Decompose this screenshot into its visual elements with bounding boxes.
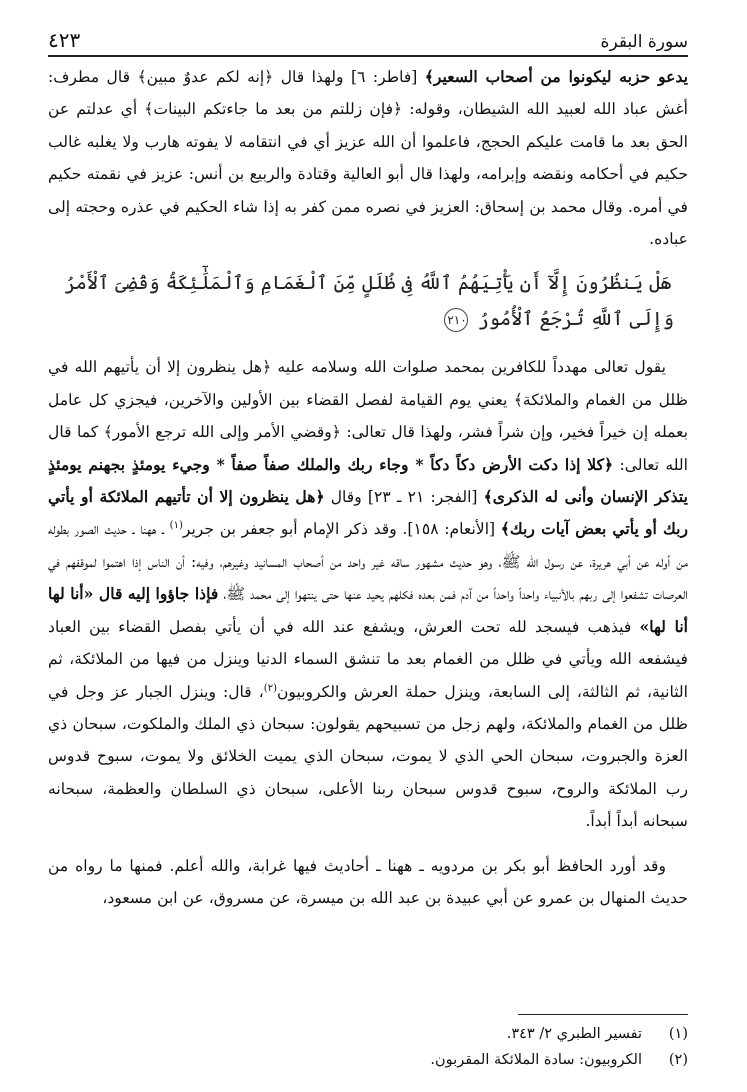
footnotes [48, 1014, 688, 1073]
paragraph-2 [48, 351, 688, 837]
paragraph-1 [48, 61, 688, 255]
book-page [48, 26, 688, 1076]
footnote-2 [48, 1047, 688, 1073]
surah-title: سورة البقرة [600, 32, 688, 52]
verse-text: هَلْ يَنظُرُونَ إِلَّآ أَن يَأْتِيَهُمُ ٱللَّهُ فِى ظُلَلٍ مِّنَ ٱلْغَمَامِ وَٱلْمَلَٰٓئِكَةُ وَقُضِىَ ٱلْأَمْرُ وَإِلَى ٱللَّهِ تُرْجَعُ ٱلْأُمُورُ [64, 272, 674, 331]
quote-text: يدعو حزبه ليكونوا من أصحاب السعير﴾ [424, 67, 688, 86]
footnote-text: تفسير الطبري ٢/ ٣٤٣. [506, 1026, 642, 1042]
text-run: وقد أورد الحافظ أبو بكر بن مردويه ـ ههنا ـ أحاديث فيها غرابة، والله أعلم. فمنها ما رواه من حديث المنهال بن عمرو عن أبي عبيدة بن عبد الله بن ميسرة، عن مسروق، عن ابن مسعود، [48, 856, 688, 907]
page-header [48, 26, 688, 57]
footnote-number: (٢) [668, 1052, 688, 1068]
text-run: أي عدلتم عن الحق بعد ما قامت عليكم الحجج، فاعلموا أن الله عزيز أي في انتقامه لا يفوته هارب ولا يغلبه غالب حكيم في أحكامه ونقضه وإبرامه، ولهذا قال أبو العالية وقتادة والربيع بن أنس: عزيز في نقمته حكيم في أمره. وقال محمد بن إسحاق: العزيز في نصره ممن كفر به إذا شاء الحكيم في عذره وحجته إلى عباده. [48, 100, 688, 249]
text-run: فيذهب فيسجد لله تحت العرش، ويشفع عند الله في أن يأتي بفصل القضاء بين العباد فيشفعه الله ويأتي في ظلل من الغمام بعد ما تنشق السماء الدنيا وينزل من فيها من الملائكة، ثم الثانية، ثم الثالثة، إلى السابعة، وينزل حملة العرش والكروبيون [48, 617, 688, 701]
spacer [48, 838, 688, 850]
footnote-number: (١) [668, 1026, 688, 1042]
text-run: ـ ههنا ـ حديث الصور بطوله من أوله عن أبي هريرة، عن رسول الله ﷺ، وهو حديث مشهور ساقه غير واحد من أصحاب المسانيد وغيرهم، وفيه: أن الناس إذا اهتموا لموقفهم في العرصات تشفعوا إلى ربهم بالأنبياء واحداً واحداً من آدم فمن بعده فكلهم يحيد عنها حتى ينتهوا إلى محمد ﷺ، [48, 520, 688, 604]
text-run: ، قال: وينزل الجبار عز وجل في ظلل من الغمام والملائكة، ولهم زجل من تسبيحهم يقولون: سبحان ذي الملك والملكوت، سبحان ذي العزة والجبروت، سبحان الحي الذي لا يموت، سبحان الذي يميت الخلائق ولا يموت، سبوح قدوس رب الملائكة والروح، سبوح قدوس سبحان ربنا الأعلى، سبحان ذي السلطان والعظمة، سبحانه سبحانه أبداً أبداً. [48, 682, 688, 831]
footnote-divider [518, 1014, 688, 1015]
text-run: يقول تعالى مهدداً للكافرين بمحمد صلوات الله وسلامه عليه ﴿هل ينظرون إلا أن يأتيهم الله في ظلل من الغمام والملائكة﴾ يعني يوم القيامة لفصل القضاء بين الأولين والآخرين، فيجزي كل عامل بعمله إن خيراً فخير، وإن شراً فشر، ولهذا قال تعالى: ﴿وقضي الأمر وإلى الله ترجع الأمور﴾ كما قال الله تعالى: [48, 358, 689, 474]
text-run: [الأنعام: ١٥٨]. وقد ذكر الإمام أبو جعفر بن جرير [182, 520, 501, 539]
quote-text: ﴿هل ينظرون إلا أن تأتيهم الملائكة أو يأتي ربك أو يأتي بعض آيات ربك﴾ [48, 487, 688, 539]
page-number: ٤٢٣ [48, 28, 81, 52]
footnote-ref-2[interactable]: (٢) [263, 682, 277, 694]
quran-verse [62, 265, 674, 337]
footnote-text: الكروبيون: سادة الملائكة المقربون. [430, 1052, 642, 1068]
quote-text: ﴿فإن زللتم من بعد ما جاءتكم البينات﴾ [144, 100, 403, 119]
text-run: [فاطر: ٦] ولهذا قال ﴿إنه لكم عدوٌ مبين﴾ قال مطرف: أغش عباد الله لعبيد الله الشيطان، وقوله: [48, 68, 688, 119]
text-run: [الفجر: ٢١ ـ ٢٣] وقال [324, 488, 484, 507]
paragraph-3 [48, 850, 688, 915]
quote-text: ﴿كلا إذا دكت الأرض دكاً دكاً * وجاء ربك والملك صفاً صفاً * وجيء يومئذٍ بجهنم يومئذٍ يتذكر الإنسان وأنى له الذكرى﴾ [48, 454, 688, 507]
verse-number-marker: ٢١٠ [444, 308, 468, 332]
page-body [48, 61, 688, 914]
footnote-ref-1[interactable]: (١) [169, 520, 183, 532]
footnote-1 [48, 1021, 688, 1047]
quote-text: فإذا جاؤوا إليه قال «أنا لها أنا لها» [48, 584, 688, 636]
